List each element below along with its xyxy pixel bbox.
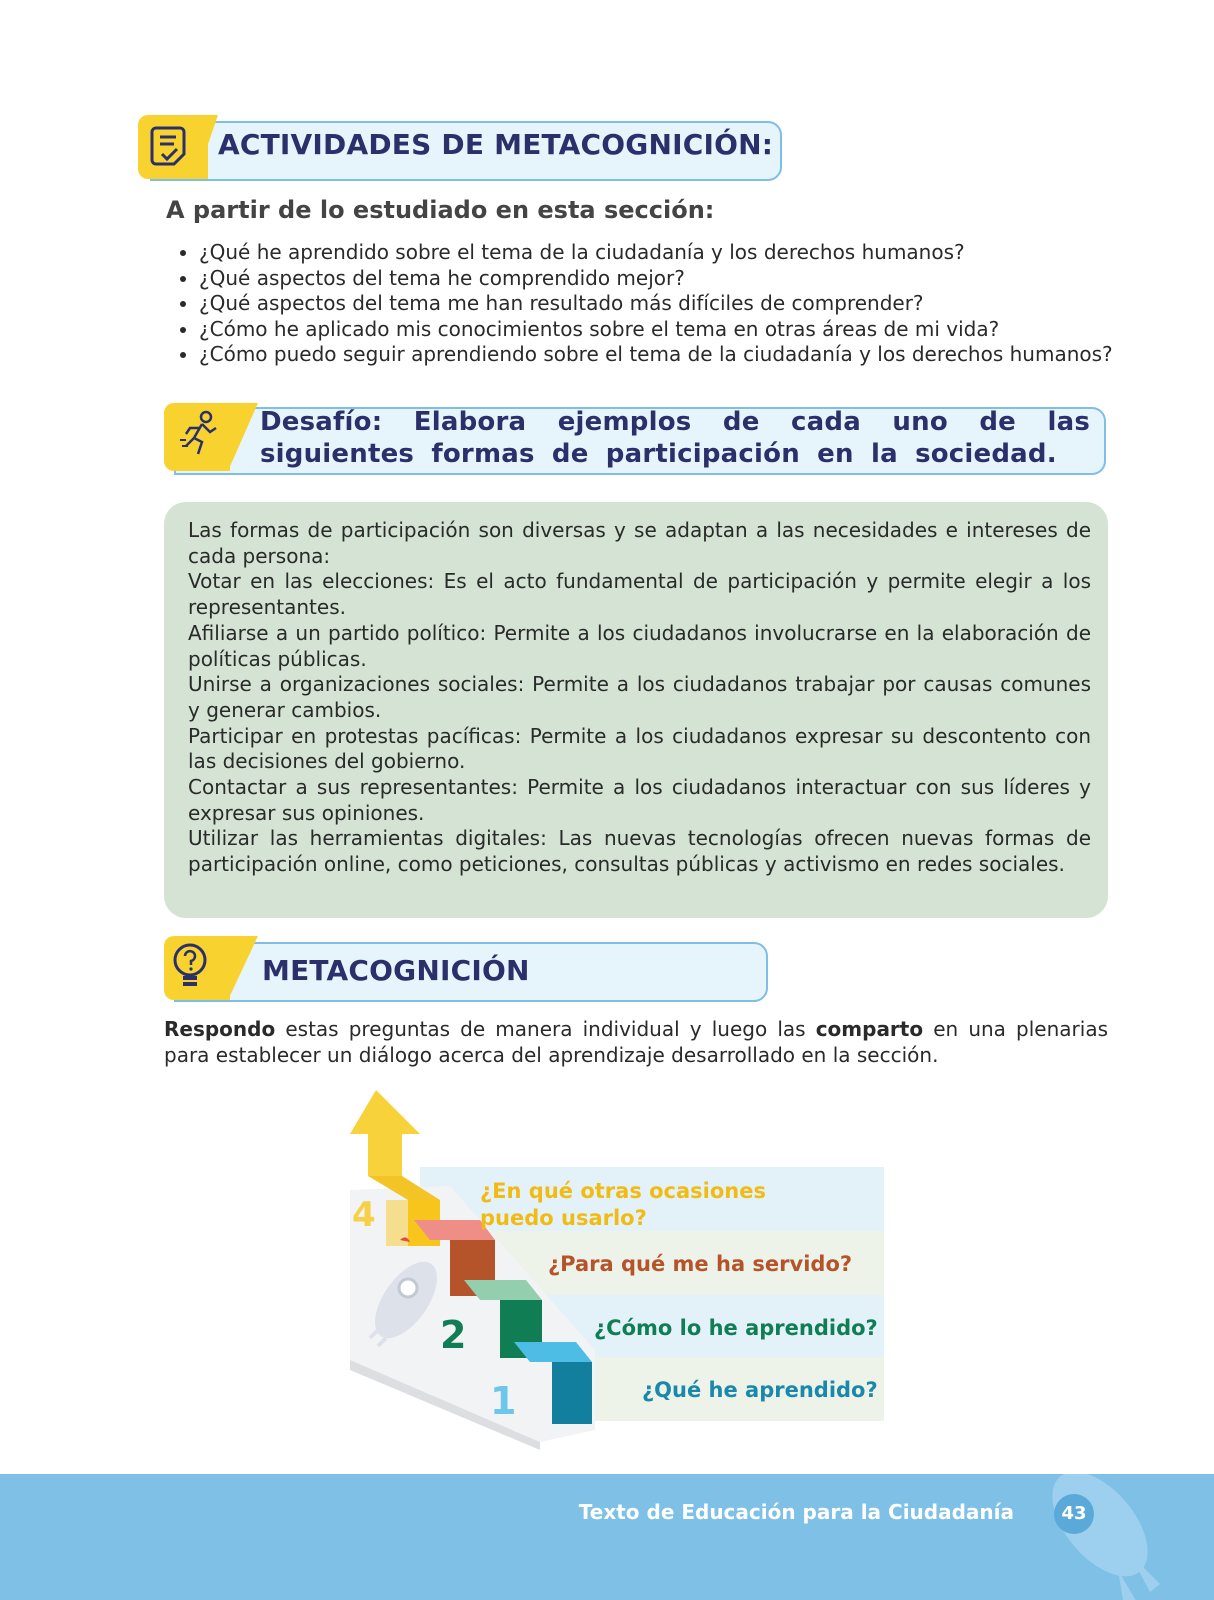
step-question-1: ¿Qué he aprendido? — [642, 1378, 878, 1402]
paragraph: Participar en protestas pacíficas: Permite a los ciudadanos expresar su descontento con las decisiones del gobierno. — [188, 723, 1091, 774]
step-question-3: ¿Para qué me ha servido? — [548, 1252, 853, 1276]
intro-text: estas preguntas de manera individual y luego las — [275, 1017, 816, 1041]
list-item: • ¿Cómo puedo seguir aprendiendo sobre el tema de la ciudadanía y los derechos humanos? — [199, 342, 1119, 368]
list-item: • ¿Qué aspectos del tema me han resultado más difíciles de comprender? — [199, 291, 1119, 317]
page-footer — [0, 1474, 1214, 1600]
paragraph: Unirse a organizaciones sociales: Permite a los ciudadanos trabajar por causas comunes y generar cambios. — [188, 672, 1091, 722]
paragraph: Utilizar las herramientas digitales: Las nuevas tecnologías ofrecen nuevas formas de participación online, como peticiones, consultas públicas y activismo en redes sociales. — [188, 826, 1091, 877]
badge-slant — [228, 403, 258, 471]
svg-text:2: 2 — [440, 1313, 467, 1357]
step-question-4: ¿En qué otras ocasiones puedo usarlo? — [480, 1179, 766, 1230]
section1-subtitle: A partir de lo estudiado en esta sección: — [166, 196, 715, 224]
footer-title: Texto de Educación para la Ciudadanía — [578, 1500, 1014, 1524]
intro-text: en una plenarias para establecer un diálogo acerca del aprendizaje desarrollado en la sección. — [164, 1017, 1108, 1067]
svg-text:4: 4 — [352, 1195, 376, 1235]
participation-text — [188, 518, 1091, 878]
badge-slant — [196, 115, 218, 179]
section2-title: METACOGNICIÓN — [262, 954, 530, 987]
section1-title: ACTIVIDADES DE METACOGNICIÓN: — [218, 128, 774, 161]
list-item: • ¿Cómo he aplicado mis conocimientos sobre el tema en otras áreas de mi vida? — [199, 317, 1119, 343]
clipboard-check-icon — [150, 124, 190, 168]
rocket-icon — [1030, 1474, 1180, 1600]
badge-slant — [228, 936, 258, 1000]
paragraph: Afiliarse a un partido político: Permite a los ciudadanos involucrarse en la elaboración de políticas públicas. — [188, 620, 1091, 671]
paragraph: Las formas de participación son diversas y se adaptan a las necesidades e intereses de cada persona: — [188, 518, 1091, 568]
intro-bold: Respondo — [164, 1017, 276, 1041]
page-number: 43 — [1054, 1494, 1094, 1534]
challenge-title: Desafío: Elabora ejemplos de cada uno de las siguientes formas de participación en la sociedad. — [260, 407, 1090, 469]
list-item: • ¿Qué he aprendido sobre el tema de la ciudadanía y los derechos humanos? — [199, 240, 1119, 266]
paragraph: Contactar a sus representantes: Permite a los ciudadanos interactuar con sus líderes y expresar sus opiniones. — [188, 775, 1091, 825]
question-list — [166, 240, 1119, 368]
lightbulb-question-icon — [170, 942, 210, 992]
intro-bold: comparto — [815, 1017, 924, 1041]
paragraph: Votar en las elecciones: Es el acto fundamental de participación y permite elegir a los representantes. — [188, 569, 1091, 620]
list-item: • ¿Qué aspectos del tema he comprendido mejor? — [199, 266, 1119, 292]
section2-intro — [164, 1017, 1108, 1068]
svg-text:1: 1 — [490, 1379, 517, 1423]
up-arrow-icon — [350, 1090, 440, 1200]
step-question-2: ¿Cómo lo he aprendido? — [594, 1316, 878, 1340]
running-person-icon — [178, 410, 222, 458]
